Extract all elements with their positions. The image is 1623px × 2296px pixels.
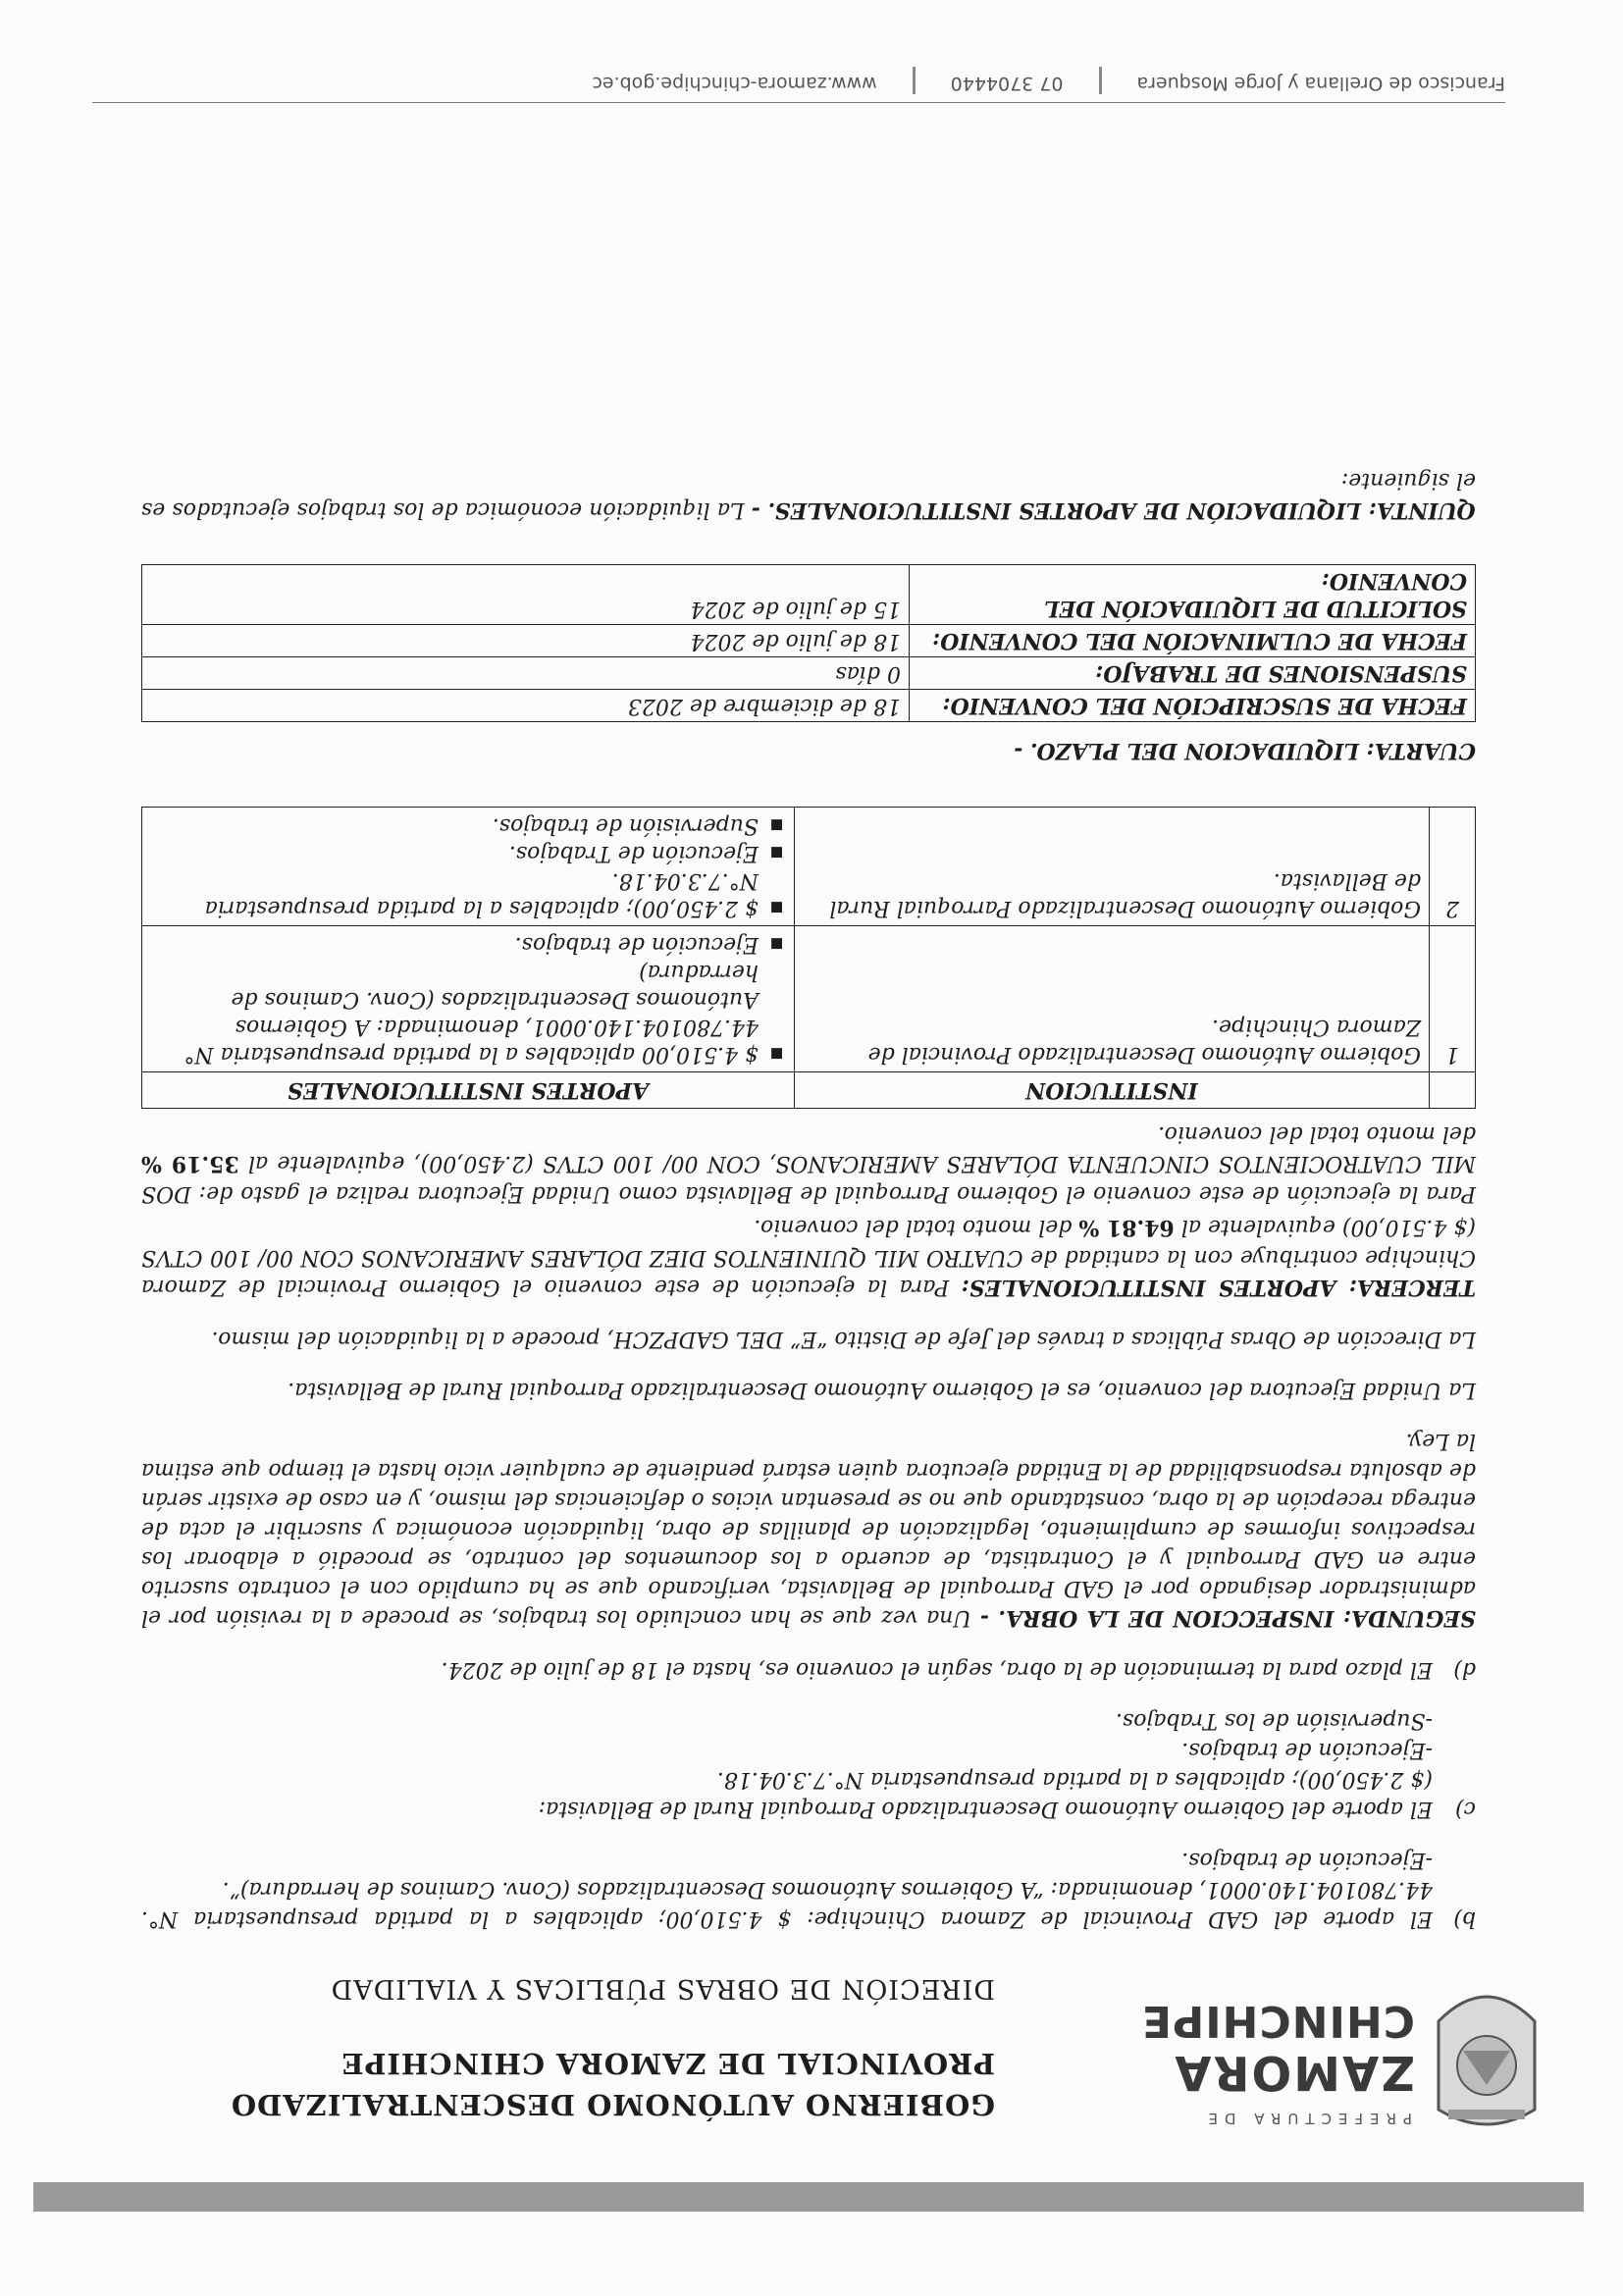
item-subline: -Ejecución de trabajos. xyxy=(1181,1738,1433,1762)
tercera-text-d: del monto total del convenio. xyxy=(1158,1122,1476,1146)
segunda-paragraph-3: La Dirección de Obras Públicas a través del Jefe de Distito “E” DEL GADPZCH, procede a la liquidación del mismo. xyxy=(211,1327,1476,1351)
item-text: El aporte del Gobierno Autónomo Descentralizado Parroquial Rural de Bellavista: xyxy=(538,1797,1433,1821)
segunda-paragraph xyxy=(141,1426,1476,1633)
table-row xyxy=(142,625,1476,657)
item-label: d) xyxy=(1453,1657,1476,1682)
section-title-quinta: QUINTA: LIQUIDACIÓN DE APORTES INSTITUCIONALES. - xyxy=(751,497,1476,523)
list-item: ▪ Ejecución de Trabajos. xyxy=(150,839,759,866)
quinta-text: La liquidación económica de los trabajos ejecutados es el siguiente: xyxy=(141,468,1476,522)
table-row xyxy=(142,690,1476,722)
plazo-value: 0 días xyxy=(142,657,910,690)
plazo-value: 15 de julio de 2024 xyxy=(142,565,910,625)
logo-line-2: CHINCHIPE xyxy=(1140,1996,1415,2046)
plazo-key: SOLICITUD DE LIQUIDACIÓN DEL CONVENIO: xyxy=(910,565,1476,625)
row-aportes xyxy=(142,808,795,926)
prefectura-logo xyxy=(1140,1962,1544,2139)
tercera-paragraph xyxy=(141,1212,1476,1302)
list-item: ▪ $ 4.510,00 aplicables a la partida presupuestaria N° 44.780104.140.0001, denominada: A Gobiernos Autónomos Descentralizados (Conv. Caminos de herradura) xyxy=(150,958,759,1068)
document-body xyxy=(141,444,1476,1933)
row-institution: Gobierno Autónomo Descentralizado Provincial de Zamora Chinchipe. xyxy=(795,926,1430,1072)
footer-address: Francisco de Orellana y Jorge Mosquera xyxy=(1136,73,1505,94)
table-row xyxy=(142,926,1476,1072)
logo-line-1: ZAMORA xyxy=(1173,2045,1415,2100)
footer-phone: 07 3704440 xyxy=(950,73,1064,94)
row-number: 1 xyxy=(1430,926,1476,1072)
institution-title-1: GOBIERNO AUTÓNOMO DESCENTRALIZADO xyxy=(230,2088,995,2121)
segunda-paragraph-2: La Unidad Ejecutora del convenio, es el Gobierno Autónomo Descentralizado Parroquial Rural de Bellavista. xyxy=(288,1378,1476,1402)
tercera-paragraph-2 xyxy=(141,1119,1476,1208)
coat-of-arms-icon xyxy=(1429,1972,1544,2139)
item-subline: ($ 2.450,00); aplicables a la partida presupuestaria N°.7.3.04.18. xyxy=(716,1767,1433,1792)
plazo-key: FECHA DE SUSCRIPCIÓN DEL CONVENIO: xyxy=(910,690,1476,722)
tercera-text-b: del monto total del convenio. xyxy=(754,1215,1073,1239)
department-subtitle: DIRECIÓN DE OBRAS PÚBLICAS Y VIALIDAD xyxy=(330,1973,995,2004)
clause-item-d xyxy=(141,1654,1476,1684)
page-footer xyxy=(92,67,1505,103)
table-header-institucion: INSTITUCION xyxy=(795,1072,1430,1109)
row-aportes xyxy=(142,926,795,1072)
footer-separator xyxy=(1099,67,1102,94)
clause-item-c xyxy=(141,1705,1476,1823)
segunda-text: Una vez que se han concluido los trabajos, se procede a la revisión por el administrador designado por el GAD Parroquial de Bellavista, verificando que se ha cumplido con el contrato suscrito entre en GAD Parroquial y el Contratista, de acuerdo a los documentos del contrato, se procedió a elaborar los respectivos informes de cumplimiento, legalización de planillas de obra, liquidación económica y suscribir el acta de entrega recepción de la obra, constatando que no se presentan vicios o deficiencias del mismo, y en caso de existir serán de absoluta responsabilidad de la Entidad ejecutora quien estará pendiente de cualquier vicio hasta el tiempo que estima la Ley. xyxy=(141,1429,1476,1630)
tercera-text-a: Para la ejecución de este convenio el Gobierno Provincial de Zamora Chinchipe contribuye con la cantidad de CUATRO MIL QUINIENTOS DIEZ DÓLARES AMERICANOS CON 00/ 100 CTVS ($ 4.510,00) equivalente al xyxy=(141,1215,1476,1299)
item-text: El plazo para la terminación de la obra, según el convenio es, hasta el 18 de julio de 2024. xyxy=(441,1657,1433,1682)
plazo-key: FECHA DE CULMINACIÓN DEL CONVENIO: xyxy=(910,625,1476,657)
scan-top-bar xyxy=(33,2182,1584,2212)
table-row xyxy=(142,657,1476,690)
item-label: c) xyxy=(1455,1797,1476,1821)
letterhead xyxy=(0,1953,1623,2149)
item-subline: -Ejecución de trabajos. xyxy=(1181,1848,1433,1872)
footer-separator xyxy=(913,67,916,94)
item-text: El aporte del GAD Provincial de Zamora Chinchipe: $ 4.510,00; aplicables a la partida presupuestaria N°. 44.780104.140.0001, denominada: “A Gobiernos Autónomos Descentralizados (Conv. Caminos de herradura)”. xyxy=(141,1877,1433,1931)
row-institution: Gobierno Autónomo Descentralizado Parroquial Rural de Bellavista. xyxy=(795,808,1430,926)
logo-prefix: PREFECTURA DE xyxy=(1201,2110,1412,2127)
footer-website: www.zamora-chinchipe.gob.ec xyxy=(592,73,877,94)
row-number: 2 xyxy=(1430,808,1476,926)
percentage-provincial: 64.81 % xyxy=(1078,1215,1175,1240)
quinta-paragraph xyxy=(141,465,1476,525)
item-label: b) xyxy=(1453,1906,1476,1931)
plazo-table xyxy=(141,564,1476,722)
section-title-tercera: TERCERA: APORTES INSTITUCIONALES: xyxy=(961,1275,1476,1300)
list-item: ▪ Supervisión de trabajos. xyxy=(150,811,759,839)
plazo-value: 18 de diciembre de 2023 xyxy=(142,690,910,722)
table-header-aportes: APORTES INSTITUCIONALES xyxy=(142,1072,795,1109)
list-item: ▪ $ 2.450,00); aplicables a la partida presupuestaria N°.7.3.04.18. xyxy=(150,866,759,921)
aportes-table xyxy=(141,807,1476,1109)
percentage-parroquial: 35.19 % xyxy=(140,1151,239,1176)
list-item: ▪ Ejecución de trabajos. xyxy=(150,930,759,958)
plazo-key: SUSPENSIONES DE TRABAJO: xyxy=(910,657,1476,690)
table-header-row xyxy=(142,1072,1476,1109)
institution-title-2: PROVINCIAL DE ZAMORA CHINCHIPE xyxy=(340,2047,995,2080)
section-title-segunda: SEGUNDA: INSPECCION DE LA OBRA. - xyxy=(979,1605,1476,1631)
table-row xyxy=(142,565,1476,625)
plazo-value: 18 de julio de 2024 xyxy=(142,625,910,657)
table-row xyxy=(142,808,1476,926)
item-subline: -Supervisión de los Trabajos. xyxy=(1115,1708,1433,1733)
section-title-cuarta: CUARTA: LIQUIDACION DEL PLAZO. - xyxy=(1014,738,1476,763)
tercera-text-c: Para la ejecución de este convenio el Gobierno Parroquial de Bellavista como Unidad Ejecutora realiza el gasto de: DOS MIL CUATROCIENTOS CINCUENTA DÓLARES AMERICANOS, CON 00/ 100 CTVS (2.450,00), equivalente al xyxy=(141,1151,1476,1206)
clause-item-b xyxy=(141,1845,1476,1933)
